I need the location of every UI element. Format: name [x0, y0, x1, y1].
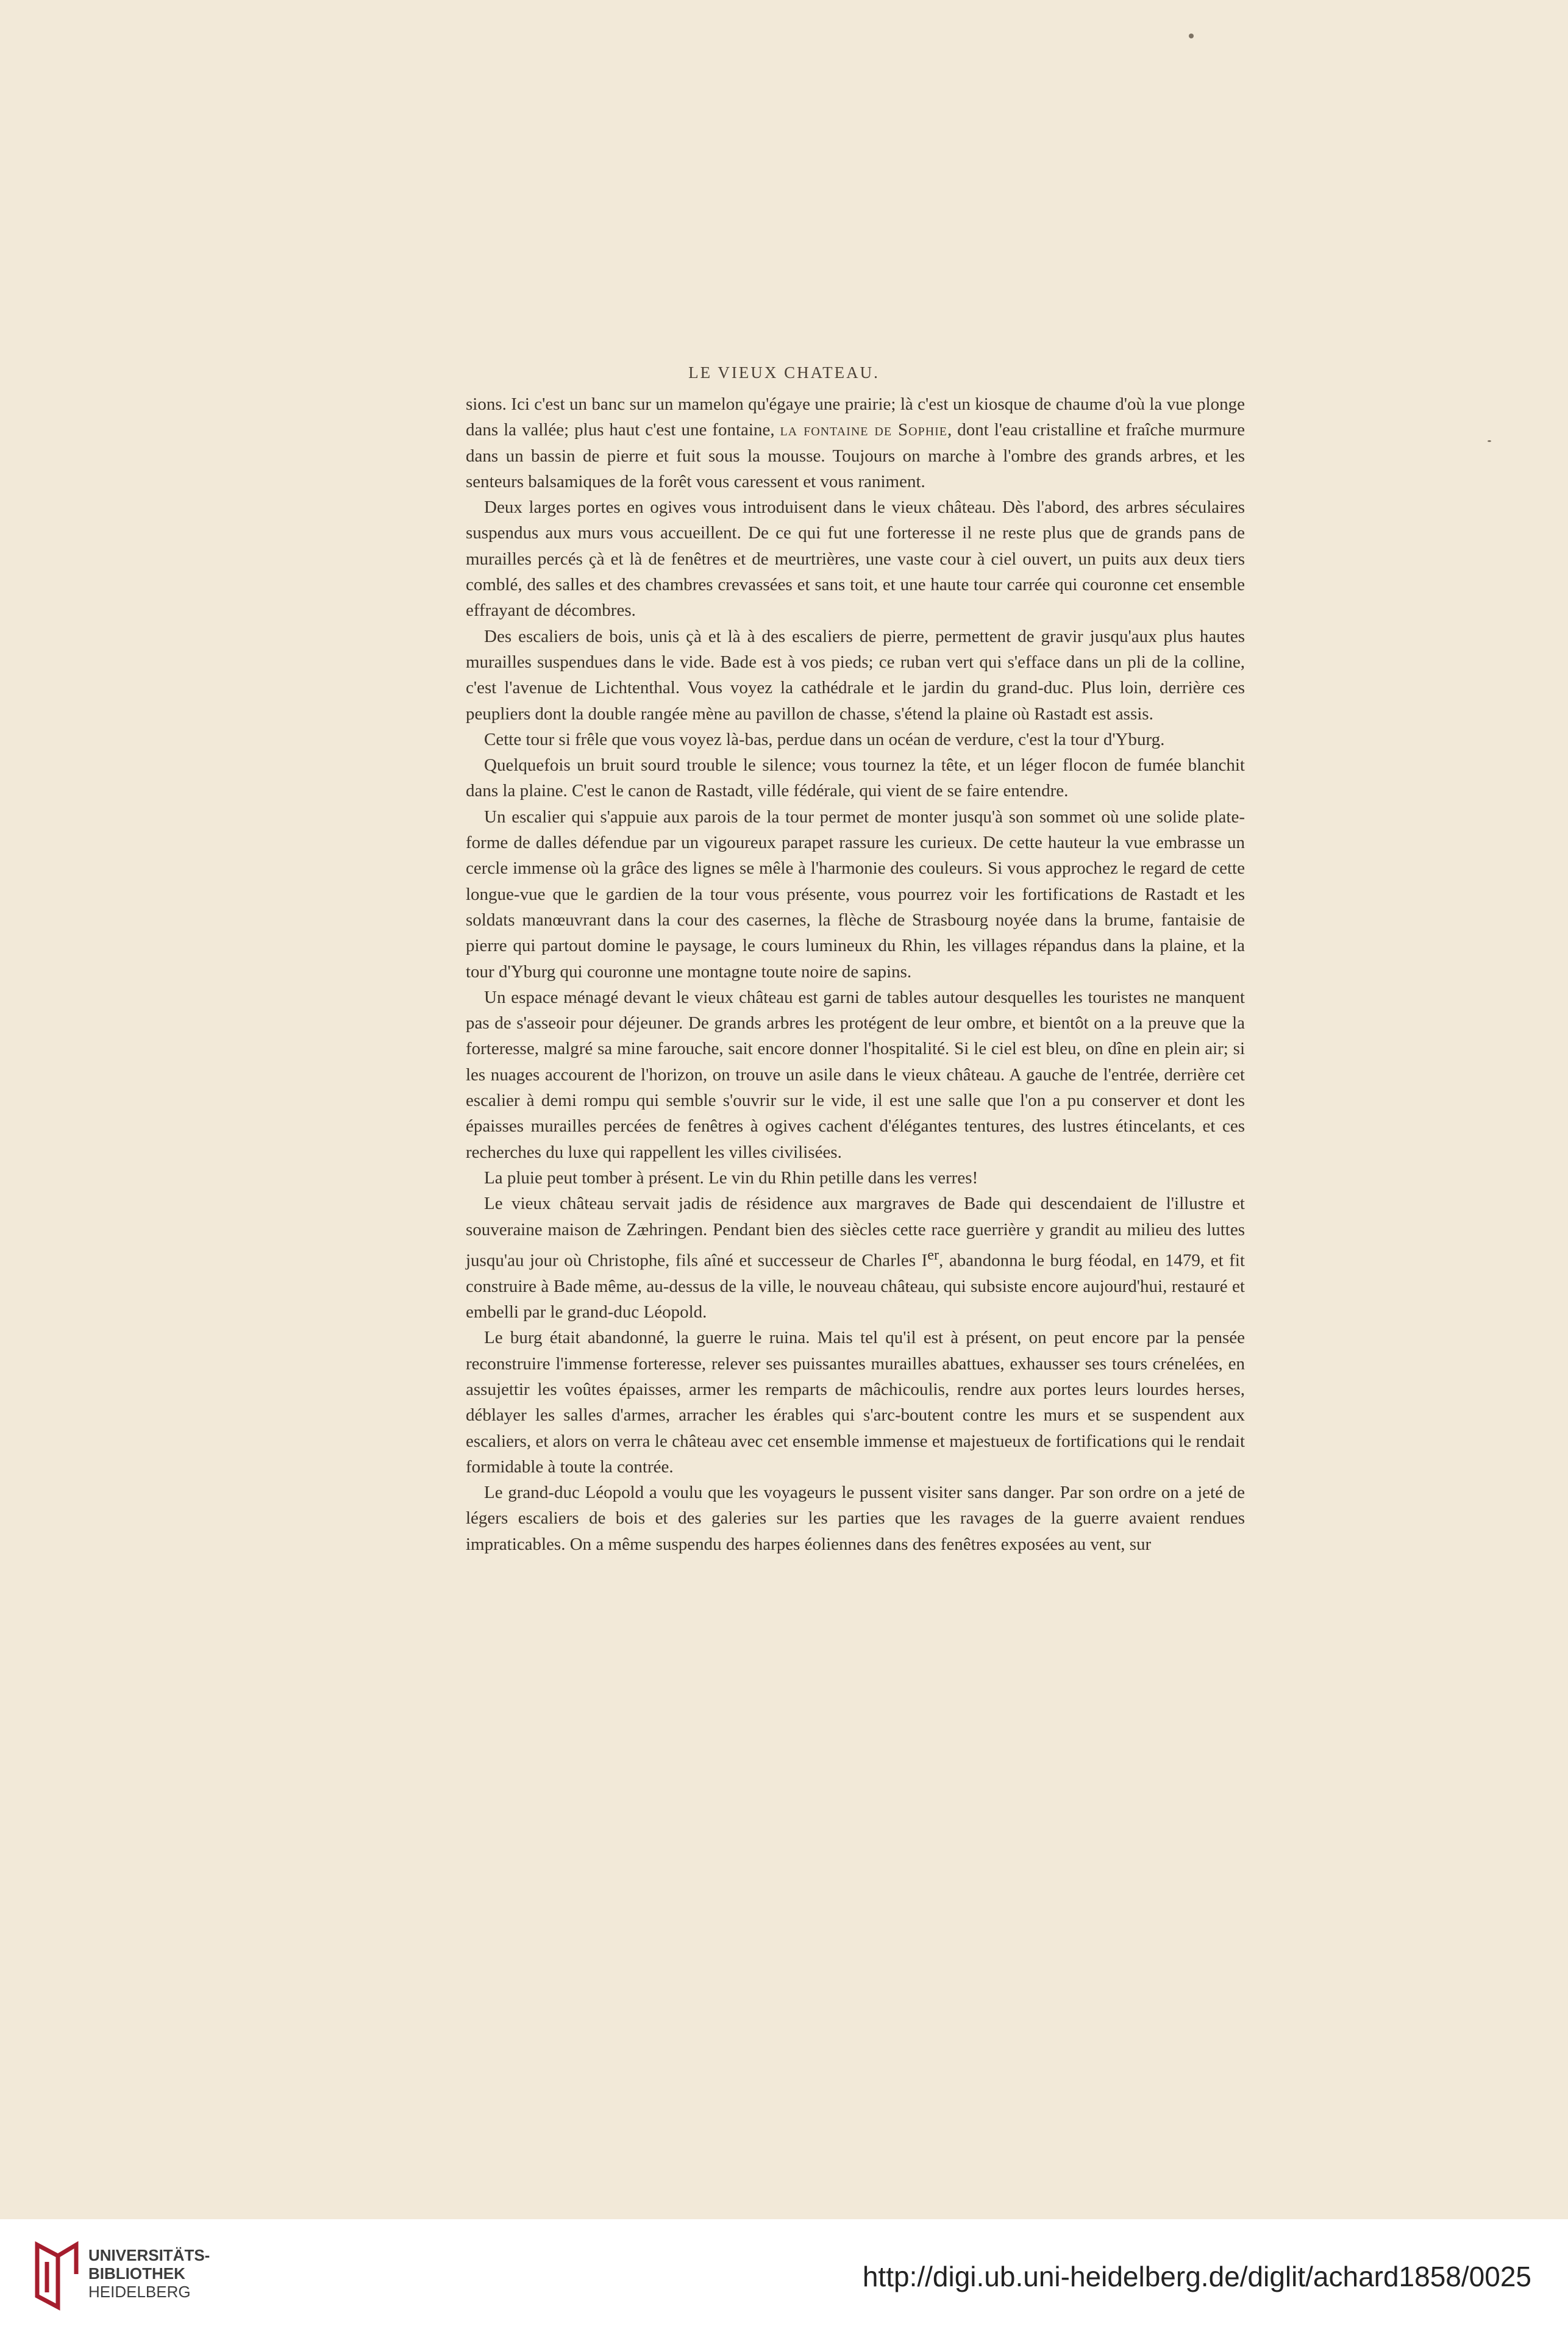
paragraph-2: Deux larges portes en ogives vous introduisent dans le vieux château. Dès l'abord, des arbres séculaires suspendus aux murs vous accueillent. De ce qui fut une forteresse il ne reste plus que de grands pans de murailles percés çà et là de fenêtres et de meurtrières, une vaste cour à ciel ouvert, un puits aux deux tiers comblé, des salles et des chambres crevassées et sans toit, et une haute tour carrée qui couronne cet ensemble effrayant de décombres.: [466, 497, 1245, 621]
paragraph-6: Un escalier qui s'appuie aux parois de la tour permet de monter jusqu'à son sommet où une solide plate-forme de dalles défendue par un vigoureux parapet rassure les curieux. De cette hauteur la vue embrasse un cercle immense où la grâce des lignes se mêle à l'harmonie des couleurs. Si vous approchez le regard de cette longue-vue que le gardien de la tour vous présente, vous pourrez voir les fortifications de Rastadt et les soldats manœuvrant dans la cour des casernes, la flèche de Strasbourg noyée dans la brume, fantaisie de pierre qui partout domine le paysage, le cours lumineux du Rhin, les villages répandus dans la plaine, et la tour d'Yburg qui couronne une montagne toute noire de sapins.: [466, 807, 1245, 982]
paragraph-10: Le burg était abandonné, la guerre le ruina. Mais tel qu'il est à présent, on peut encore par la pensée reconstruire l'immense forteresse, relever ses puissantes murailles abattues, exhausser ses tours crénelées, en assujettir les voûtes épaisses, armer les remparts de mâchicoulis, rendre aux portes leurs lourdes herses, déblayer les salles d'armes, arracher les érables qui s'arc-boutent contre les murs et se suspendent aux escaliers, et alors on verra le château avec cet ensemble immense et majestueux de fortifications qui le rendait formidable à toute la contrée.: [466, 1328, 1245, 1477]
paragraph-3: Des escaliers de bois, unis çà et là à des escaliers de pierre, permettent de gravir jusqu'aux plus hautes murailles suspendues dans le vide. Bade est à vos pieds; ce ruban vert qui s'efface dans un pli de la colline, c'est l'avenue de Lichtenthal. Vous voyez la cathédrale et le jardin du grand-duc. Plus loin, derrière ces peupliers dont la double rangée mène au pavillon de chasse, s'étend la plaine où Rastadt est assis.: [466, 626, 1245, 724]
logo-line-3: HEIDELBERG: [88, 2283, 191, 2301]
paragraph-7: Un espace ménagé devant le vieux château est garni de tables autour desquelles les touristes ne manquent pas de s'asseoir pour déjeuner. De grands arbres les protégent de leur ombre, et bientôt on a la preuve que la forteresse, malgré sa mine farouche, sait encore donner l'hospitalité. Si le ciel est bleu, on dîne en plein air; si les nuages accourent de l'horizon, on trouve un asile dans le vieux château. A gauche de l'entrée, derrière cet escalier à demi rompu qui semble s'ouvrir sur le vide, il est une salle que l'on a pu conserver et dont les épaisses murailles percées de fenêtres à ogives cachent d'élégantes tentures, des lustres étincelants, et ces recherches du luxe qui rappellent les villes civilisées.: [466, 987, 1245, 1162]
body-text: [466, 391, 1245, 1557]
paragraph-1-part-b: , dont l'eau cristalline et fraîche murmure dans un bassin de pierre et fuit sous la mousse. Toujours on marche à l'ombre des grands arbres, et les senteurs balsamiques de la forêt vous caressent et vous raniment.: [466, 420, 1245, 491]
paragraph-9: [466, 1191, 1245, 1325]
library-logo[interactable]: [34, 2238, 241, 2314]
logo-line-1: UNIVERSITÄTS-: [88, 2246, 210, 2264]
paragraph-1: [466, 391, 1245, 494]
paragraph-8: La pluie peut tomber à présent. Le vin du Rhin petille dans les verres!: [484, 1168, 978, 1188]
superscript-er: er: [927, 1246, 939, 1263]
university-library-logo-icon: [34, 2238, 82, 2311]
paragraph-5: Quelquefois un bruit sourd trouble le silence; vous tournez la tête, et un léger flocon de fumée blanchit dans la plaine. C'est le canon de Rastadt, ville fédérale, qui vient de se faire entendre.: [466, 755, 1245, 801]
logo-wordmark: [88, 2246, 210, 2301]
paragraph-11: Le grand-duc Léopold a voulu que les voyageurs le pussent visiter sans danger. Par son ordre on a jeté de légers escaliers de bois et des galeries sur les parties que les ravages de la guerre avaient rendues impraticables. On a même suspendu des harpes éoliennes dans des fenêtres exposées au vent, sur: [466, 1483, 1245, 1554]
logo-line-2: BIBLIOTHEK: [88, 2264, 185, 2283]
paragraph-9-part-b: , abandonna le burg féodal, en 1479, et fit construire à Bade même, au-dessus de la ville, le nouveau château, qui subsiste encore aujourd'hui, restauré et embelli par le grand-duc Léopold.: [466, 1250, 1245, 1322]
paper-speck: [1189, 34, 1194, 38]
paragraph-9-part-a: Le vieux château servait jadis de résidence aux margraves de Bade qui descendaient de l'illustre et souveraine maison de Zæhringen. Pendant bien des siècles cette race guerrière y grandit au milieu des luttes jusqu'au jour où Christophe, fils aîné et successeur de Charles I: [466, 1194, 1245, 1271]
paper-speck: [1488, 440, 1491, 442]
paragraph-1-part-a: sions. Ici c'est un banc sur un mamelon qu'égaye une prairie; là c'est un kiosque de chaume d'où la vue plonge dans la vallée; plus haut c'est une fontaine,: [466, 394, 1245, 440]
paragraph-4: Cette tour si frêle que vous voyez là-bas, perdue dans un océan de verdure, c'est la tour d'Yburg.: [484, 729, 1165, 749]
permalink-url[interactable]: http://digi.ub.uni-heidelberg.de/diglit/achard1858/0025: [862, 2261, 1531, 2292]
running-title: LE VIEUX CHATEAU.: [688, 363, 880, 382]
fontaine-de-sophie-smallcaps: la fontaine de Sophie: [780, 420, 948, 440]
